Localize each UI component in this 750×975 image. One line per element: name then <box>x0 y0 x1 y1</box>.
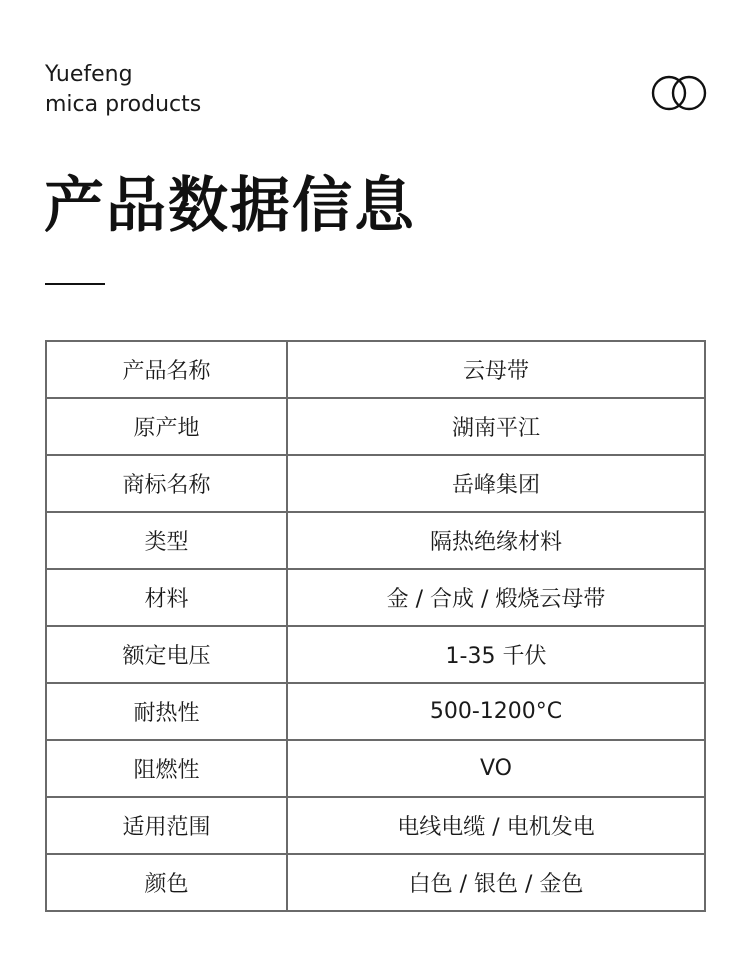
row-value: 电线电缆 / 电机发电 <box>287 797 705 854</box>
row-value: 500-1200°C <box>287 683 705 740</box>
row-label: 适用范围 <box>46 797 287 854</box>
table-row <box>46 683 705 740</box>
row-label: 耐热性 <box>46 683 287 740</box>
double-ring-icon <box>651 75 707 111</box>
title-divider <box>45 283 105 285</box>
row-label: 原产地 <box>46 398 287 455</box>
table-row <box>46 740 705 797</box>
table-row <box>46 455 705 512</box>
row-value: 1-35 千伏 <box>287 626 705 683</box>
brand-name <box>45 60 201 120</box>
row-value: 云母带 <box>287 341 705 398</box>
table-row <box>46 626 705 683</box>
row-value: 隔热绝缘材料 <box>287 512 705 569</box>
brand-line-1: Yuefeng <box>45 62 133 87</box>
row-value: 金 / 合成 / 煅烧云母带 <box>287 569 705 626</box>
row-label: 商标名称 <box>46 455 287 512</box>
brand-line-2: mica products <box>45 92 202 117</box>
table-row <box>46 512 705 569</box>
table-row <box>46 854 705 911</box>
row-value: 湖南平江 <box>287 398 705 455</box>
table-row <box>46 569 705 626</box>
row-value: VO <box>287 740 705 797</box>
row-label: 产品名称 <box>46 341 287 398</box>
row-label: 额定电压 <box>46 626 287 683</box>
product-data-table <box>45 340 706 912</box>
row-label: 材料 <box>46 569 287 626</box>
page-title: 产品数据信息 <box>44 171 416 241</box>
row-label: 类型 <box>46 512 287 569</box>
table-row <box>46 398 705 455</box>
row-value: 岳峰集团 <box>287 455 705 512</box>
row-label: 阻燃性 <box>46 740 287 797</box>
table-row <box>46 341 705 398</box>
table-row <box>46 797 705 854</box>
row-value: 白色 / 银色 / 金色 <box>287 854 705 911</box>
row-label: 颜色 <box>46 854 287 911</box>
